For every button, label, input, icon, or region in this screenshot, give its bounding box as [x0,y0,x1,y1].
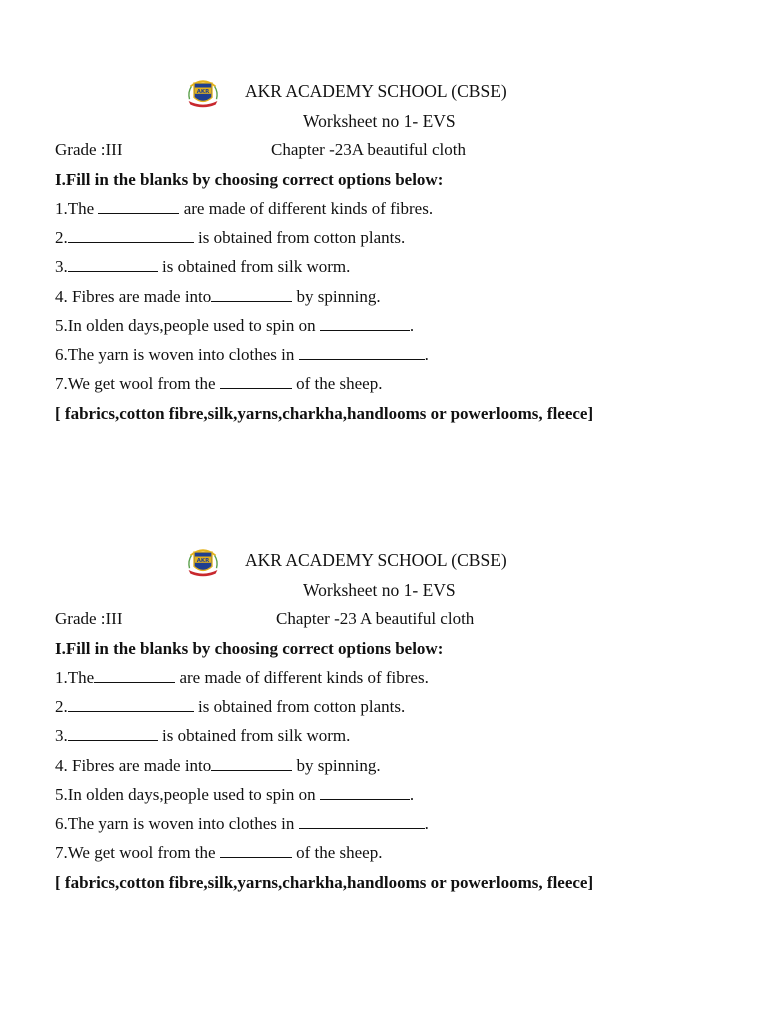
question-2 [55,228,405,248]
question-text: 7.We get wool from the [55,843,220,862]
question-text: 1.The [55,668,95,687]
answer-blank[interactable] [68,697,194,712]
answer-blank[interactable] [68,257,158,272]
school-logo-icon [185,543,221,579]
answer-blank[interactable] [299,814,425,829]
question-text: 2. [55,228,68,247]
question-7 [55,843,382,863]
question-text: . [424,814,429,833]
question-2 [55,697,405,717]
answer-blank[interactable] [98,199,179,214]
worksheet-number: Worksheet no 1- EVS [303,580,456,600]
question-text: 3. [55,257,68,276]
logo-text: AKR [196,88,210,95]
question-text: 4. Fibres are made into [55,756,212,775]
question-text: of the sheep. [291,843,383,862]
chapter-title: Chapter -23A beautiful cloth [271,140,466,159]
question-5 [55,785,414,805]
question-1 [55,199,433,219]
worksheet-2 [0,469,768,892]
school-logo-icon [185,74,221,110]
question-text: 5.In olden days,people used to spin on [55,785,320,804]
question-text: 6.The yarn is woven into clothes in [55,345,299,364]
question-4 [55,756,381,776]
question-text: 4. Fibres are made into [55,287,212,306]
question-4 [55,287,381,307]
question-text: are made of different kinds of fibres. [175,668,429,687]
options-list: [ fabrics,cotton fibre,silk,yarns,charkha,handlooms or powerlooms, fleece] [55,404,594,423]
question-text: is obtained from silk worm. [157,726,351,745]
answer-blank[interactable] [68,726,158,741]
question-text: . [409,785,415,804]
answer-blank[interactable] [94,668,175,683]
answer-blank[interactable] [211,756,292,771]
worksheet-number: Worksheet no 1- EVS [303,111,456,131]
answer-blank[interactable] [320,316,410,331]
question-text: by spinning. [292,287,381,306]
instruction-heading: I.Fill in the blanks by choosing correct options below: [55,639,444,658]
answer-blank[interactable] [220,374,292,389]
answer-blank[interactable] [299,345,425,360]
options-list: [ fabrics,cotton fibre,silk,yarns,charkha,handlooms or powerlooms, fleece] [55,873,594,892]
answer-blank[interactable] [211,287,292,302]
answer-blank[interactable] [320,785,410,800]
question-text: 7.We get wool from the [55,374,220,393]
question-text: 3. [55,726,68,745]
school-name: AKR ACADEMY SCHOOL (CBSE) [245,550,507,570]
question-text: by spinning. [292,756,381,775]
grade-label: Grade :III [55,140,123,159]
question-text: are made of different kinds of fibres. [179,199,434,218]
question-text: . [424,345,429,364]
question-1 [55,668,429,688]
question-5 [55,316,414,336]
worksheet-1 [0,0,768,423]
question-3 [55,726,350,746]
question-text: 2. [55,697,68,716]
school-name: AKR ACADEMY SCHOOL (CBSE) [245,81,507,101]
question-text: is obtained from cotton plants. [193,228,406,247]
question-text: is obtained from silk worm. [157,257,351,276]
chapter-title: Chapter -23 A beautiful cloth [276,609,475,628]
question-3 [55,257,350,277]
question-6 [55,345,429,365]
question-text: . [409,316,415,335]
answer-blank[interactable] [68,228,194,243]
question-7 [55,374,382,394]
grade-label: Grade :III [55,609,123,628]
instruction-heading: I.Fill in the blanks by choosing correct options below: [55,170,444,189]
question-text: 5.In olden days,people used to spin on [55,316,320,335]
question-text: is obtained from cotton plants. [193,697,406,716]
answer-blank[interactable] [220,843,292,858]
question-text: 6.The yarn is woven into clothes in [55,814,299,833]
question-text: 1.The [55,199,99,218]
logo-text: AKR [196,557,210,564]
question-6 [55,814,429,834]
question-text: of the sheep. [291,374,383,393]
